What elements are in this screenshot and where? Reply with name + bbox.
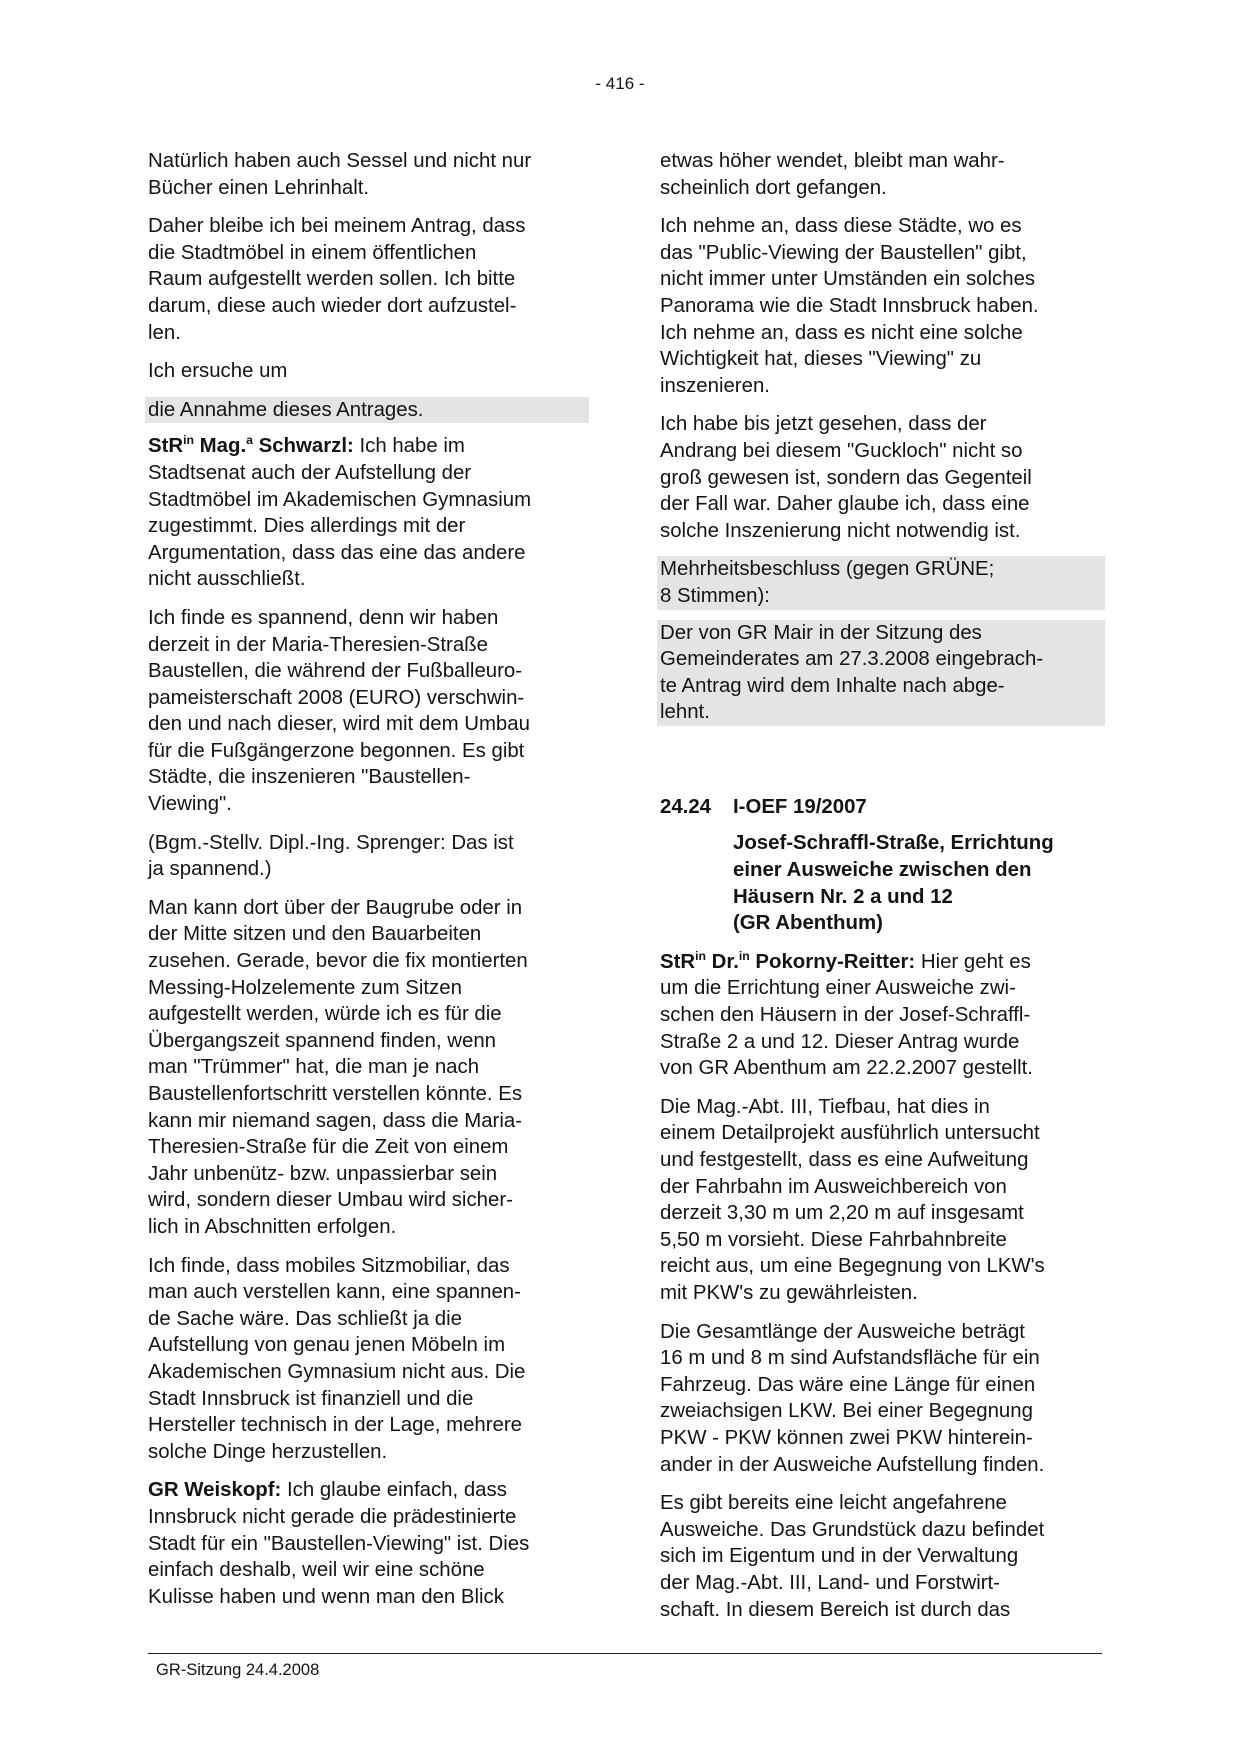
speaker-paragraph: StR$^{in}$ Dr.$^{in}$ Pokorny-Reitter: Hier geht es um die Errichtung einer Ausweiche zwi- schen den Häusern in der Josef-Schraffl- Straße 2 a und 12. Dieser Antrag wurde von GR Abenthum am 22.2.2007 gestellt.: [660, 949, 1033, 1080]
speaker-name: StR$^{in}$ Mag.$^a$ Schwarzl:: [148, 433, 354, 458]
resolution-highlight: Mehrheitsbeschluss (gegen GRÜNE; 8 Stimmen):: [657, 556, 1105, 609]
paragraph: Es gibt bereits eine leicht angefahrene Ausweiche. Das Grundstück dazu befindet sich im Eigentum und in der Verwaltung der Mag.-Abt. III, Land- und Forstwirt- schaft. In diesem Bereich ist durch das: [660, 1492, 1045, 1621]
paragraph: Man kann dort über der Baugrube oder in der Mitte sitzen und den Bauarbeiten zusehen. Gerade, bevor die fix montierten Messing-Holzelemente zum Sitzen aufgestellt werden, würde ich es für die Übergangszeit spannend finden, wenn man "Trümmer" hat, die man je nach Baustellenfortschritt verstellen könnte. Es kann mir niemand sagen, dass die Maria- Theresien-Straße für die Zeit von einem Jahr unbenütz- bzw. unpassierbar sein wird, sondern dieser Umbau wird sicher- lich in Abschnitten erfolgen.: [148, 896, 528, 1238]
left-column: [148, 148, 588, 1622]
agenda-title: Josef-Schraffl-Straße, Errichtung einer Ausweiche zwischen den Häusern Nr. 2 a und 12 (GR Abenthum): [733, 832, 1054, 935]
speaker-paragraph: GR Weiskopf: Ich glaube einfach, dass Innsbruck nicht gerade die prädestinierte Stadt für ein "Baustellen-Viewing" ist. Dies einfach deshalb, weil wir eine schöne Kulisse haben und wenn man den Blick: [148, 1479, 530, 1608]
agenda-code: I-OEF 19/2007: [733, 795, 867, 818]
paragraph: Die Mag.-Abt. III, Tiefbau, hat dies in einem Detailprojekt ausführlich untersucht und festgestellt, dass es eine Aufweitung der Fahrbahn im Ausweichbereich von derzeit 3,30 m um 2,20 m auf insgesamt 5,50 m vorsieht. Diese Fahrbahnbreite reicht aus, um eine Begegnung von LKW's mit PKW's zu gewährleisten.: [660, 1095, 1045, 1304]
paragraph: Die Gesamtlänge der Ausweiche beträgt 16 m und 8 m sind Aufstandsfläche für ein Fahrzeug. Das wäre eine Länge für einen zweiachsigen LKW. Bei einer Begegnung PKW - PKW können zwei PKW hinterein- ander in der Ausweiche Aufstellung finden.: [660, 1320, 1045, 1476]
agenda-number: 24.24: [660, 795, 712, 818]
speaker-paragraph: StR$^{in}$ Mag.$^a$ Schwarzl: Ich habe im Stadtsenat auch der Aufstellung der Stadtmöbel im Akademischen Gymnasium zugestimmt. Dies allerdings mit der Argumentation, dass das eine das andere nicht ausschließt.: [148, 433, 532, 591]
footer-divider: [148, 1653, 1102, 1654]
speaker-name: GR Weiskopf:: [148, 1479, 282, 1502]
agenda-heading: [660, 794, 1105, 821]
resolution-highlight: Der von GR Mair in der Sitzung des Gemeinderates am 27.3.2008 eingebrach- te Antrag wird dem Inhalte nach abge- lehnt.: [657, 620, 1105, 726]
paragraph: Ich ersuche um: [148, 360, 288, 383]
motion-highlight: die Annahme dieses Antrages.: [145, 397, 589, 424]
paragraph: Ich finde, dass mobiles Sitzmobiliar, das man auch verstellen kann, eine spannen- de Sache wäre. Das schließt ja die Aufstellung von genau jenen Möbeln im Akademischen Gymnasium nicht aus. Die Stadt Innsbruck ist finanziell und die Hersteller technisch in der Lage, mehrere solche Dinge herzustellen.: [148, 1254, 526, 1463]
paragraph: Daher bleibe ich bei meinem Antrag, dass die Stadtmöbel in einem öffentlichen Raum aufgestellt werden sollen. Ich bitte darum, diese auch wieder dort aufzustel- len.: [148, 215, 526, 344]
paragraph: Ich habe bis jetzt gesehen, dass der Andrang bei diesem "Guckloch" nicht so groß gewesen ist, sondern das Gegenteil der Fall war. Daher glaube ich, dass eine solche Inszenierung nicht notwendig ist.: [660, 413, 1032, 542]
footer-session-date: GR-Sitzung 24.4.2008: [156, 1661, 320, 1679]
right-column: [660, 148, 1105, 1635]
paragraph: etwas höher wendet, bleibt man wahr- scheinlich dort gefangen.: [660, 150, 1005, 199]
paragraph: Natürlich haben auch Sessel und nicht nur Bücher einen Lehrinhalt.: [148, 150, 532, 199]
interjection: (Bgm.-Stellv. Dipl.-Ing. Sprenger: Das ist ja spannend.): [148, 831, 514, 881]
paragraph: Ich finde es spannend, denn wir haben derzeit in der Maria-Theresien-Straße Baustellen, die während der Fußballeuro- pameisterschaft 2008 (EURO) verschwin- den und nach dieser, wird mit dem Umbau für die Fußgängerzone begonnen. Es gibt Städte, die inszenieren "Baustellen- Viewing".: [148, 606, 530, 816]
page-number: - 416 -: [595, 74, 645, 93]
speaker-name: StR$^{in}$ Dr.$^{in}$ Pokorny-Reitter:: [660, 949, 916, 973]
paragraph: Ich nehme an, dass diese Städte, wo es das "Public-Viewing der Baustellen" gibt, nicht immer unter Umständen ein solches Panorama wie die Stadt Innsbruck haben. Ich nehme an, dass es nicht eine solche Wichtigkeit hat, dieses "Viewing" zu inszenieren.: [660, 215, 1039, 397]
